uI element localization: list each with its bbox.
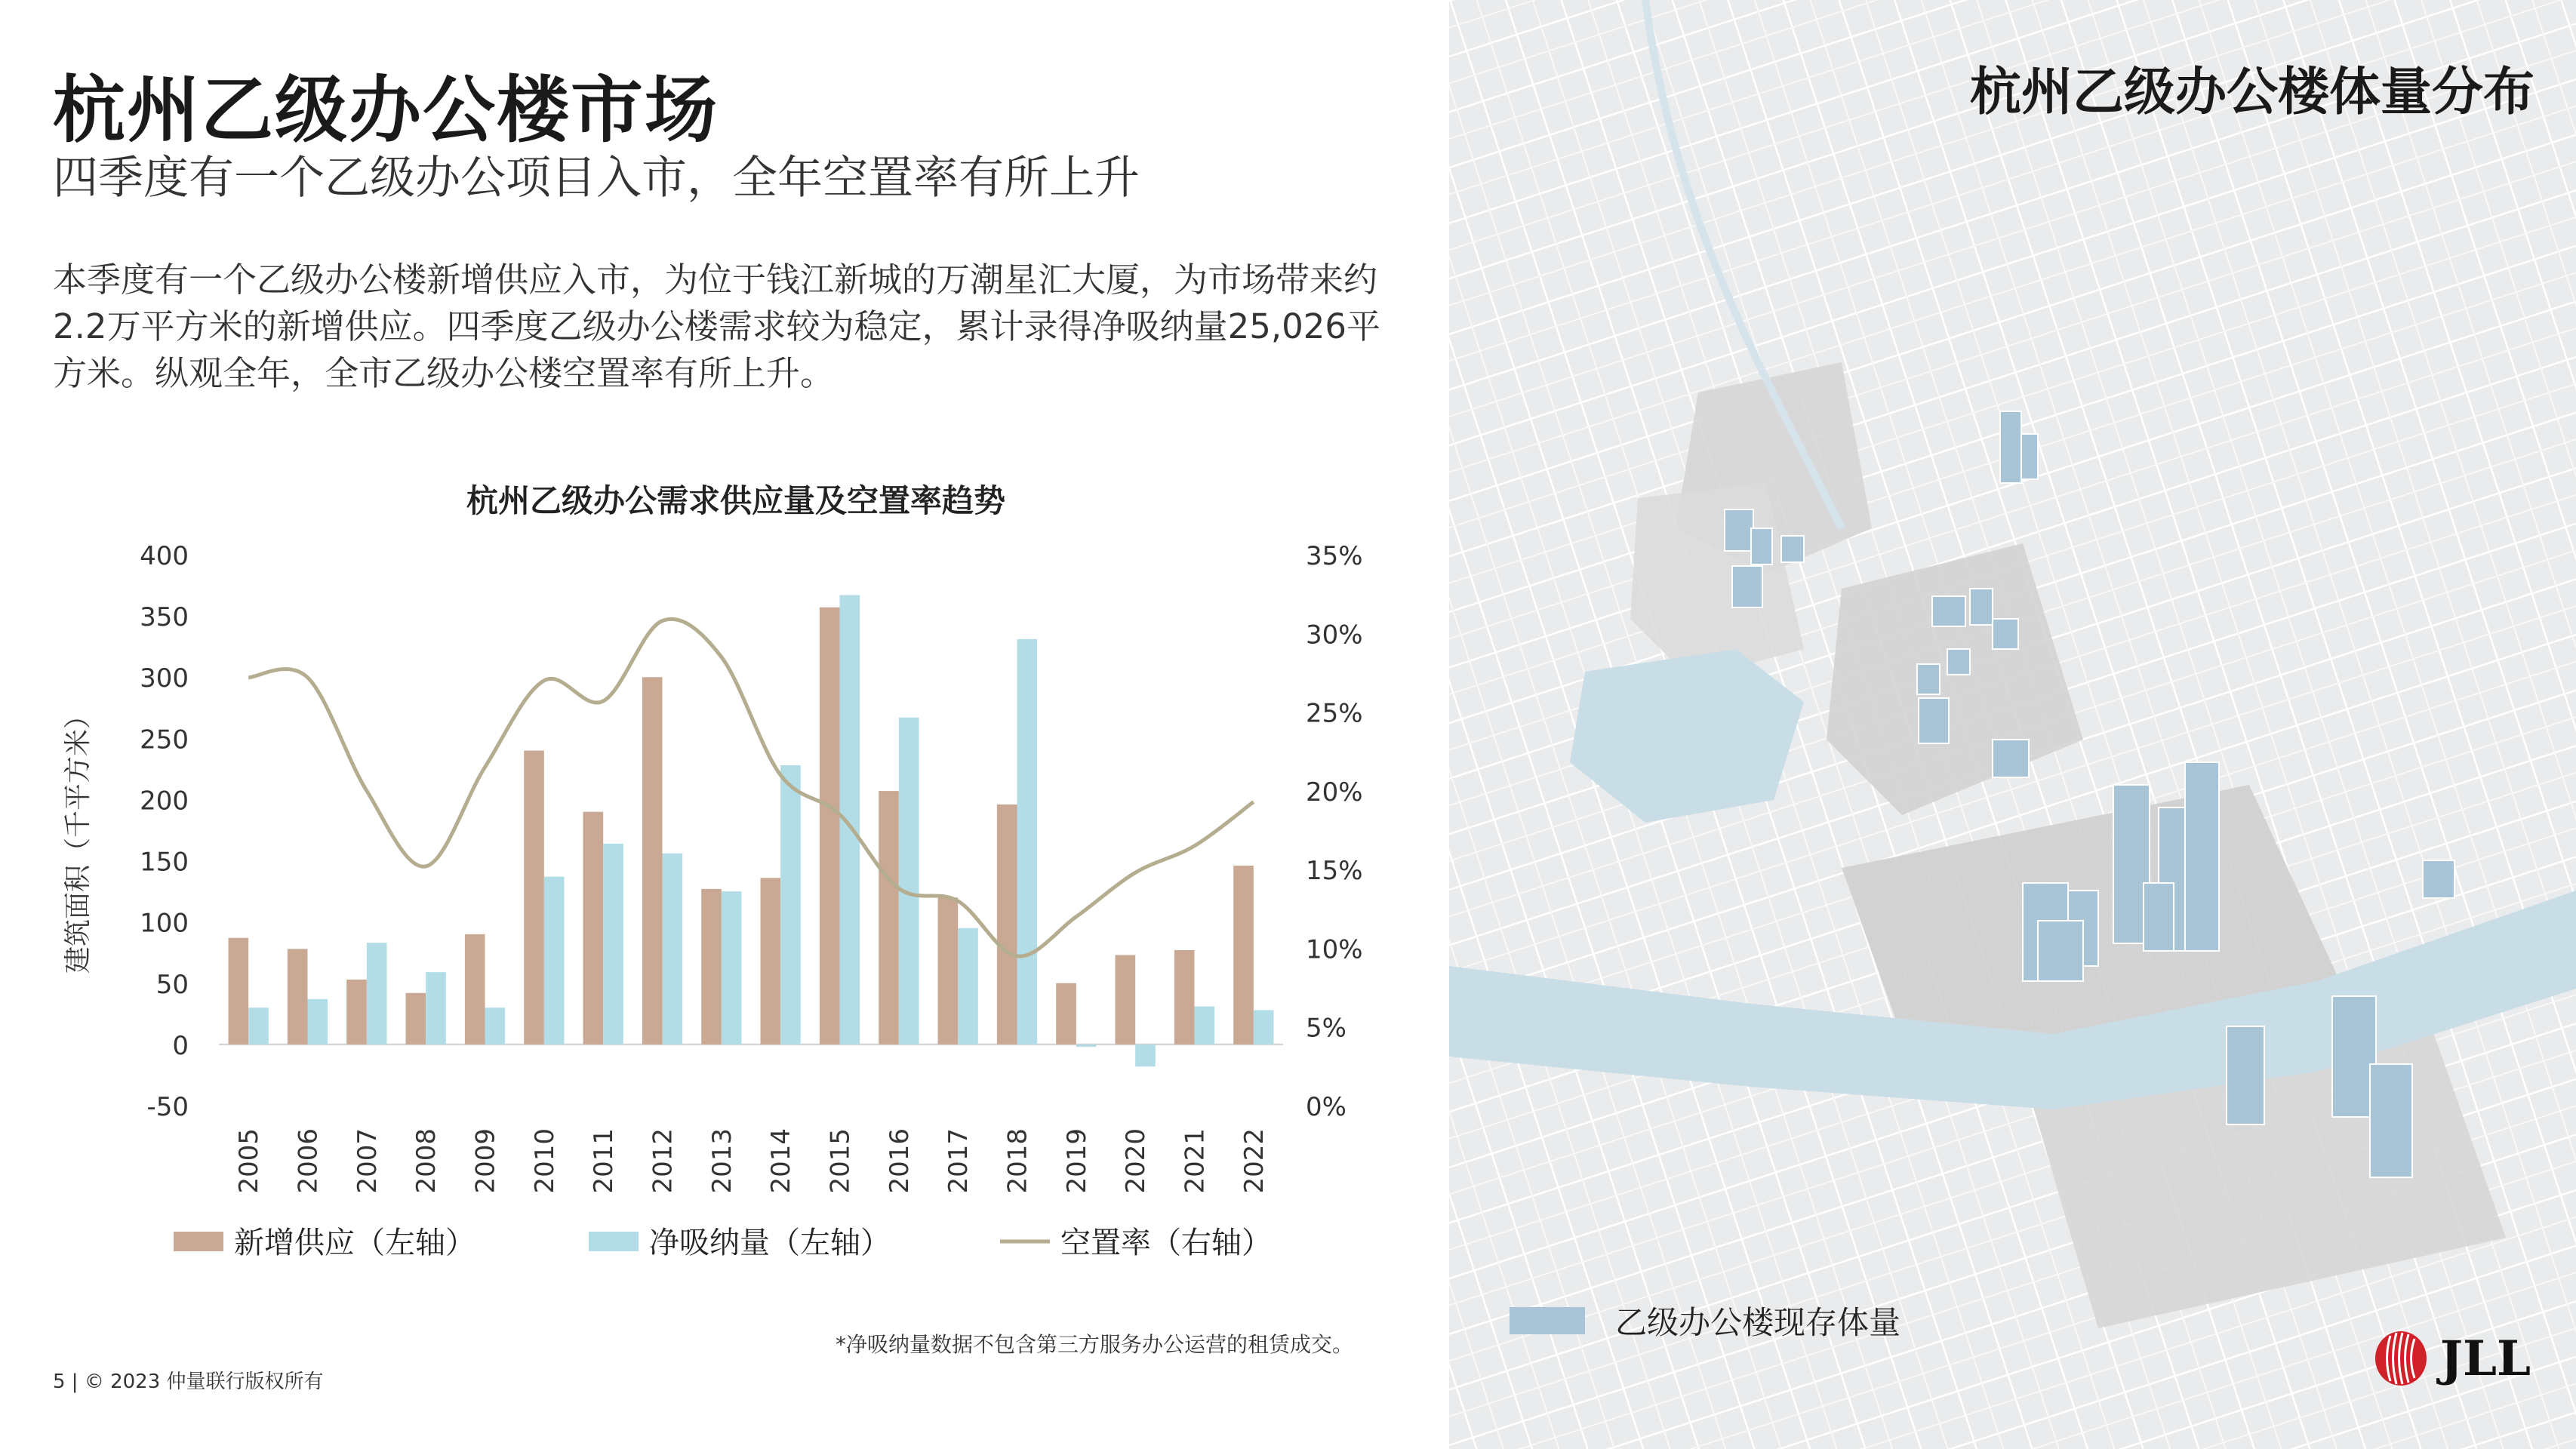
supply-bar <box>229 938 249 1044</box>
x-tick-label: 2021 <box>1180 1128 1211 1194</box>
legend-item-vacancy <box>1000 1226 1272 1260</box>
y-tick-label: 200 <box>140 786 189 817</box>
summary-paragraph: 本季度有一个乙级办公楼新增供应入市，为位于钱江新城的万潮星汇大厦，为市场带来约2.2万平方米的新增供应。四季度乙级办公楼需求较为稳定，累计录得净吸纳量25,026平方米。纵观全年，全市乙级办公楼空置率有所上升。 <box>53 260 1381 393</box>
supply-bar <box>583 812 604 1044</box>
vacancy-line <box>248 619 1254 956</box>
x-tick-label: 2019 <box>1061 1128 1092 1194</box>
chart-legend <box>174 1226 1272 1260</box>
ticks-layer <box>140 541 1362 1194</box>
supply-bar <box>820 608 840 1044</box>
y-tick-label: 0 <box>172 1030 189 1061</box>
legend-label: 净吸纳量（左轴） <box>649 1226 891 1260</box>
supply-bar <box>879 791 899 1044</box>
y-axis-label: 建筑面积（千平方米） <box>63 701 94 974</box>
x-tick-label: 2007 <box>352 1128 383 1194</box>
x-tick-label: 2010 <box>529 1128 560 1194</box>
absorption-bar <box>958 928 978 1044</box>
absorption-bar <box>485 1008 506 1044</box>
legend-label-building: 乙级办公楼现存体量 <box>1615 1304 1901 1341</box>
absorption-bar <box>248 1008 269 1044</box>
supply-bar <box>346 980 367 1044</box>
supply-bar <box>1116 955 1136 1044</box>
x-tick-label: 2016 <box>884 1128 915 1194</box>
x-tick-label: 2006 <box>293 1128 324 1194</box>
y2-tick-label: 25% <box>1306 698 1363 729</box>
y-tick-label: 300 <box>140 663 189 694</box>
x-tick-label: 2005 <box>234 1128 265 1194</box>
absorption-bar <box>1076 1044 1097 1047</box>
absorption-bar <box>1254 1010 1274 1044</box>
legend-item-supply <box>174 1226 475 1260</box>
y-tick-label: 150 <box>140 847 189 878</box>
absorption-bar <box>780 765 801 1044</box>
y2-tick-label: 5% <box>1306 1013 1346 1044</box>
absorption-bar <box>722 891 742 1044</box>
y2-tick-label: 20% <box>1306 777 1363 808</box>
absorption-bar <box>1135 1044 1156 1066</box>
absorption-bar <box>367 943 387 1044</box>
supply-bar <box>1174 950 1195 1044</box>
map-title: 杭州乙级办公楼体量分布 <box>1969 63 2534 122</box>
jll-emblem-icon <box>2371 1328 2431 1389</box>
absorption-bar <box>308 999 328 1044</box>
x-tick-label: 2009 <box>470 1128 501 1194</box>
legend-swatch-building <box>1510 1307 1585 1334</box>
supply-bar <box>465 934 485 1044</box>
absorption-bar <box>1017 639 1038 1044</box>
absorption-bar <box>899 718 919 1044</box>
y-tick-label: 400 <box>140 541 189 571</box>
jll-logo-text: JLL <box>2439 1330 2531 1387</box>
supply-bar <box>938 897 959 1044</box>
page-title: 杭州乙级办公楼市场 <box>53 68 719 152</box>
bars-layer <box>229 595 1274 1067</box>
supply-bar <box>1233 866 1254 1044</box>
absorption-bar <box>426 972 446 1044</box>
map-graphic <box>1449 0 2576 1449</box>
x-tick-label: 2020 <box>1121 1128 1152 1194</box>
supply-bar <box>524 751 544 1044</box>
supply-bar <box>406 993 426 1044</box>
x-tick-label: 2011 <box>589 1128 620 1194</box>
x-tick-label: 2015 <box>825 1128 856 1194</box>
y-tick-label: 250 <box>140 724 189 755</box>
supply-bar <box>701 889 722 1044</box>
x-tick-label: 2013 <box>706 1128 737 1194</box>
absorption-bar <box>544 877 565 1044</box>
x-tick-label: 2012 <box>648 1128 679 1194</box>
office-distribution-map <box>1449 0 2576 1449</box>
x-tick-label: 2008 <box>411 1128 442 1194</box>
y2-tick-label: 30% <box>1306 620 1363 651</box>
supply-bar <box>761 878 781 1044</box>
y2-tick-label: 35% <box>1306 541 1363 571</box>
supply-demand-chart <box>45 453 1404 1321</box>
legend-label: 空置率（右轴） <box>1060 1226 1272 1260</box>
legend-item-absorption <box>589 1226 891 1260</box>
page-footer: 5 | © 2023 仲量联行版权所有 <box>53 1371 324 1393</box>
line-layer <box>248 619 1254 956</box>
x-tick-label: 2018 <box>1002 1128 1033 1194</box>
absorption-bar <box>1195 1007 1215 1044</box>
x-tick-label: 2014 <box>766 1128 797 1194</box>
legend-swatch <box>174 1232 223 1251</box>
absorption-bar <box>663 854 683 1044</box>
supply-bar <box>1056 983 1076 1044</box>
x-tick-label: 2022 <box>1239 1128 1270 1194</box>
chart-title: 杭州乙级办公需求供应量及空置率趋势 <box>466 482 1006 519</box>
legend-swatch <box>589 1232 639 1251</box>
y-tick-label: 50 <box>155 969 189 1000</box>
map-legend <box>1510 1298 1900 1343</box>
y-tick-label: 100 <box>140 908 189 939</box>
legend-label: 新增供应（左轴） <box>234 1226 475 1260</box>
footnote: *净吸纳量数据不包含第三方服务办公运营的租赁成交。 <box>835 1332 1353 1357</box>
y2-tick-label: 0% <box>1306 1092 1346 1122</box>
y-tick-label: 350 <box>140 602 189 633</box>
jll-logo <box>2371 1328 2531 1389</box>
page-subtitle: 四季度有一个乙级办公项目入市，全年空置率有所上升 <box>53 152 1140 205</box>
absorption-bar <box>603 844 623 1044</box>
supply-bar <box>997 804 1017 1044</box>
y2-tick-label: 10% <box>1306 934 1363 965</box>
supply-bar <box>642 677 663 1044</box>
y2-tick-label: 15% <box>1306 856 1363 887</box>
y-tick-label: -50 <box>146 1092 189 1122</box>
x-tick-label: 2017 <box>943 1128 974 1194</box>
supply-bar <box>288 949 308 1044</box>
